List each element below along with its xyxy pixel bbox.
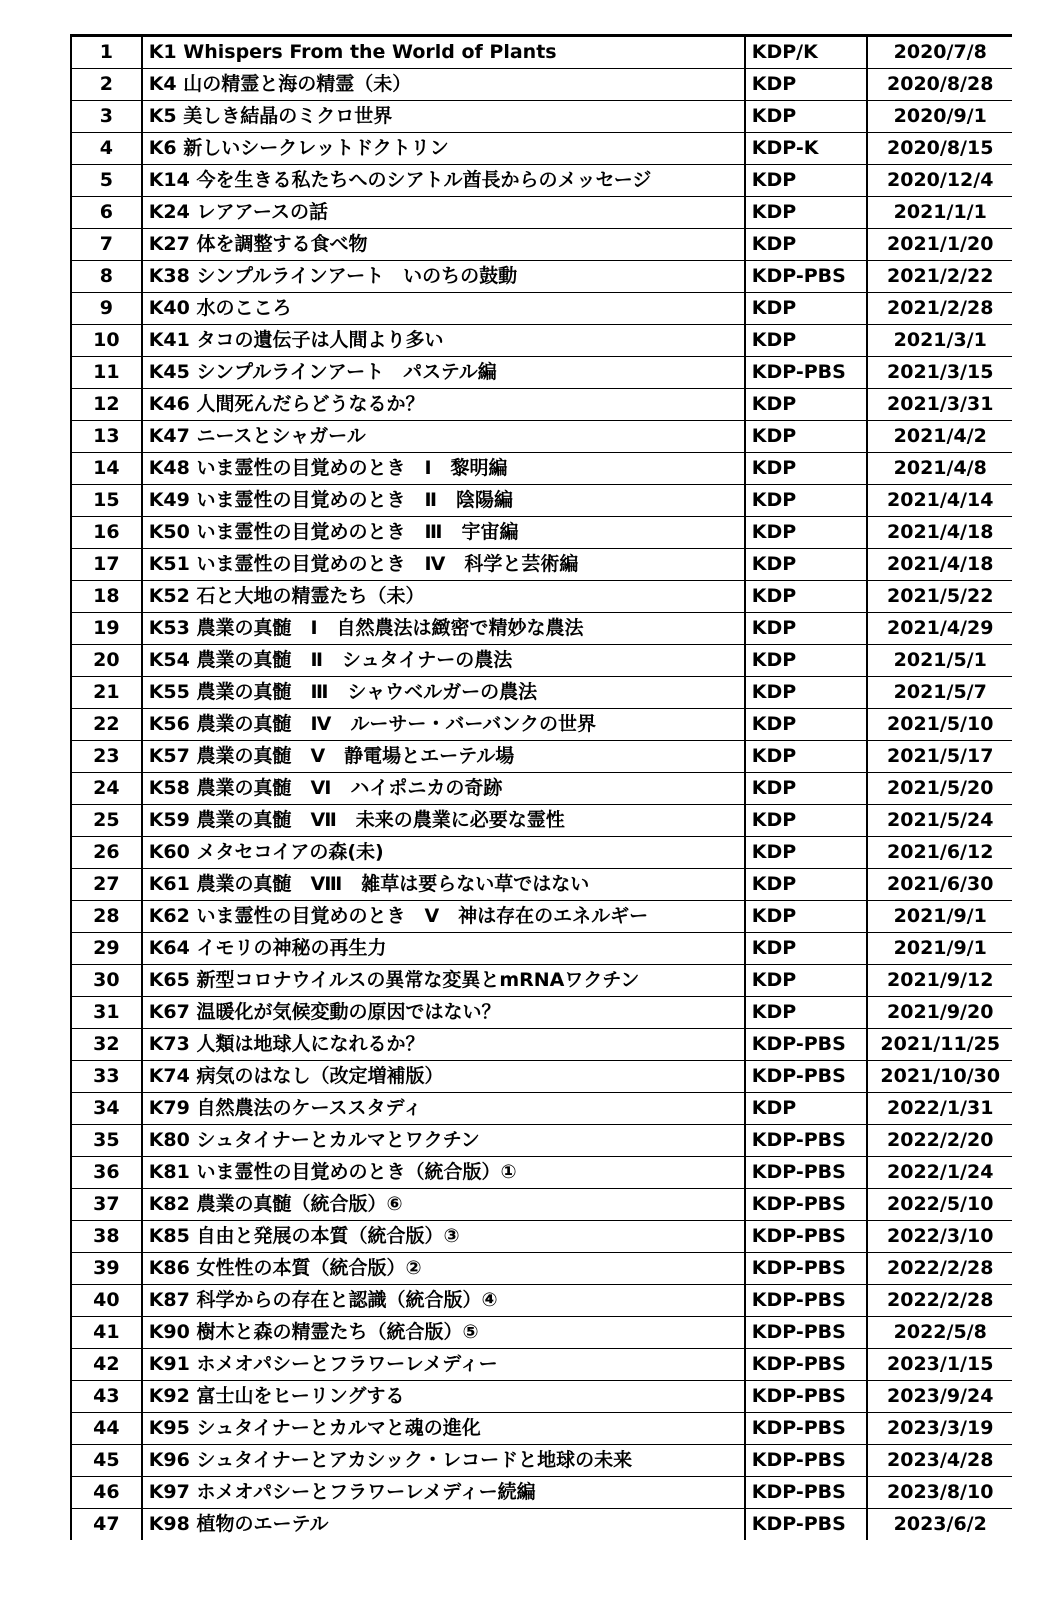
table-row [71, 1509, 1012, 1541]
publisher-cell: KDP [745, 965, 868, 997]
row-number-cell: 28 [71, 901, 142, 933]
row-number-cell: 44 [71, 1413, 142, 1445]
row-number-cell: 9 [71, 293, 142, 325]
table-row [71, 1061, 1012, 1093]
date-cell: 2021/5/24 [867, 805, 1012, 837]
table-row [71, 421, 1012, 453]
date-cell: 2021/5/17 [867, 741, 1012, 773]
table-row [71, 901, 1012, 933]
date-cell: 2021/3/1 [867, 325, 1012, 357]
date-cell: 2022/3/10 [867, 1221, 1012, 1253]
publisher-cell: KDP [745, 485, 868, 517]
book-title-cell: K40 水のこころ [142, 293, 745, 325]
row-number-cell: 46 [71, 1477, 142, 1509]
book-title-cell: K27 体を調整する食べ物 [142, 229, 745, 261]
book-title-cell: K55 農業の真髄 Ⅲ シャウベルガーの農法 [142, 677, 745, 709]
table-row [71, 645, 1012, 677]
row-number-cell: 6 [71, 197, 142, 229]
book-title-cell: K41 タコの遺伝子は人間より多い [142, 325, 745, 357]
publisher-cell: KDP [745, 517, 868, 549]
row-number-cell: 32 [71, 1029, 142, 1061]
row-number-cell: 40 [71, 1285, 142, 1317]
row-number-cell: 3 [71, 101, 142, 133]
table-row [71, 36, 1012, 69]
row-number-cell: 19 [71, 613, 142, 645]
book-title-cell: K62 いま霊性の目覚めのとき Ⅴ 神は存在のエネルギー [142, 901, 745, 933]
book-title-cell: K14 今を生きる私たちへのシアトル酋長からのメッセージ [142, 165, 745, 197]
book-title-cell: K57 農業の真髄 Ⅴ 静電場とエーテル場 [142, 741, 745, 773]
table-row [71, 1253, 1012, 1285]
publisher-cell: KDP-PBS [745, 1317, 868, 1349]
row-number-cell: 41 [71, 1317, 142, 1349]
book-title-cell: K73 人類は地球人になれるか？ [142, 1029, 745, 1061]
table-row [71, 965, 1012, 997]
row-number-cell: 31 [71, 997, 142, 1029]
table-body [71, 36, 1012, 1541]
book-title-cell: K87 科学からの存在と認識（統合版）④ [142, 1285, 745, 1317]
table-row [71, 773, 1012, 805]
book-title-cell: K96 シュタイナーとアカシック・レコードと地球の未来 [142, 1445, 745, 1477]
date-cell: 2020/9/1 [867, 101, 1012, 133]
book-title-cell: K6 新しいシークレットドクトリン [142, 133, 745, 165]
table-row [71, 325, 1012, 357]
table-row [71, 1093, 1012, 1125]
row-number-cell: 30 [71, 965, 142, 997]
publisher-cell: KDP [745, 101, 868, 133]
date-cell: 2021/1/1 [867, 197, 1012, 229]
date-cell: 2021/9/20 [867, 997, 1012, 1029]
book-title-cell: K67 温暖化が気候変動の原因ではない？ [142, 997, 745, 1029]
row-number-cell: 43 [71, 1381, 142, 1413]
row-number-cell: 38 [71, 1221, 142, 1253]
book-title-cell: K49 いま霊性の目覚めのとき Ⅱ 陰陽編 [142, 485, 745, 517]
row-number-cell: 1 [71, 36, 142, 69]
table-row [71, 581, 1012, 613]
publisher-cell: KDP-PBS [745, 261, 868, 293]
book-title-cell: K51 いま霊性の目覚めのとき Ⅳ 科学と芸術編 [142, 549, 745, 581]
date-cell: 2020/8/15 [867, 133, 1012, 165]
date-cell: 2021/6/30 [867, 869, 1012, 901]
row-number-cell: 42 [71, 1349, 142, 1381]
table-row [71, 69, 1012, 101]
date-cell: 2023/9/24 [867, 1381, 1012, 1413]
row-number-cell: 12 [71, 389, 142, 421]
row-number-cell: 22 [71, 709, 142, 741]
book-title-cell: K74 病気のはなし（改定増補版） [142, 1061, 745, 1093]
book-title-cell: K90 樹木と森の精霊たち（統合版）⑤ [142, 1317, 745, 1349]
date-cell: 2022/2/28 [867, 1285, 1012, 1317]
date-cell: 2021/6/12 [867, 837, 1012, 869]
row-number-cell: 20 [71, 645, 142, 677]
table-row [71, 1445, 1012, 1477]
table-row [71, 389, 1012, 421]
book-title-cell: K60 メタセコイアの森(未) [142, 837, 745, 869]
publisher-cell: KDP-PBS [745, 357, 868, 389]
table-row [71, 1317, 1012, 1349]
table-row [71, 1125, 1012, 1157]
publisher-cell: KDP [745, 741, 868, 773]
publisher-cell: KDP [745, 421, 868, 453]
row-number-cell: 35 [71, 1125, 142, 1157]
book-title-cell: K46 人間死んだらどうなるか？ [142, 389, 745, 421]
publisher-cell: KDP [745, 453, 868, 485]
publisher-cell: KDP-PBS [745, 1381, 868, 1413]
book-title-cell: K56 農業の真髄 Ⅳ ルーサー・バーバンクの世界 [142, 709, 745, 741]
date-cell: 2022/5/10 [867, 1189, 1012, 1221]
row-number-cell: 24 [71, 773, 142, 805]
publisher-cell: KDP-PBS [745, 1125, 868, 1157]
date-cell: 2021/2/28 [867, 293, 1012, 325]
date-cell: 2021/4/2 [867, 421, 1012, 453]
row-number-cell: 4 [71, 133, 142, 165]
date-cell: 2023/1/15 [867, 1349, 1012, 1381]
date-cell: 2021/2/22 [867, 261, 1012, 293]
table-row [71, 549, 1012, 581]
publisher-cell: KDP [745, 69, 868, 101]
publisher-cell: KDP-PBS [745, 1253, 868, 1285]
date-cell: 2021/5/20 [867, 773, 1012, 805]
row-number-cell: 23 [71, 741, 142, 773]
row-number-cell: 21 [71, 677, 142, 709]
date-cell: 2022/5/8 [867, 1317, 1012, 1349]
row-number-cell: 10 [71, 325, 142, 357]
date-cell: 2022/2/28 [867, 1253, 1012, 1285]
date-cell: 2021/11/25 [867, 1029, 1012, 1061]
date-cell: 2020/8/28 [867, 69, 1012, 101]
date-cell: 2022/1/24 [867, 1157, 1012, 1189]
publisher-cell: KDP [745, 165, 868, 197]
row-number-cell: 14 [71, 453, 142, 485]
row-number-cell: 39 [71, 1253, 142, 1285]
table-row [71, 709, 1012, 741]
date-cell: 2021/5/10 [867, 709, 1012, 741]
row-number-cell: 33 [71, 1061, 142, 1093]
book-title-cell: K58 農業の真髄 Ⅵ ハイポニカの奇跡 [142, 773, 745, 805]
publisher-cell: KDP-PBS [745, 1029, 868, 1061]
date-cell: 2021/10/30 [867, 1061, 1012, 1093]
row-number-cell: 47 [71, 1509, 142, 1541]
book-title-cell: K95 シュタイナーとカルマと魂の進化 [142, 1413, 745, 1445]
date-cell: 2021/5/22 [867, 581, 1012, 613]
publisher-cell: KDP [745, 1093, 868, 1125]
publisher-cell: KDP/K [745, 36, 868, 69]
table-row [71, 165, 1012, 197]
book-list-table [70, 34, 1012, 1540]
row-number-cell: 18 [71, 581, 142, 613]
publisher-cell: KDP [745, 613, 868, 645]
book-title-cell: K50 いま霊性の目覚めのとき Ⅲ 宇宙編 [142, 517, 745, 549]
date-cell: 2021/4/18 [867, 549, 1012, 581]
book-title-cell: K1 Whispers From the World of Plants [142, 36, 745, 69]
row-number-cell: 8 [71, 261, 142, 293]
date-cell: 2022/1/31 [867, 1093, 1012, 1125]
publisher-cell: KDP-PBS [745, 1189, 868, 1221]
book-title-cell: K79 自然農法のケーススタディ [142, 1093, 745, 1125]
publisher-cell: KDP [745, 933, 868, 965]
row-number-cell: 5 [71, 165, 142, 197]
row-number-cell: 26 [71, 837, 142, 869]
date-cell: 2021/4/29 [867, 613, 1012, 645]
book-title-cell: K91 ホメオパシーとフラワーレメディー [142, 1349, 745, 1381]
table-row [71, 1477, 1012, 1509]
table-row [71, 517, 1012, 549]
table-row [71, 1349, 1012, 1381]
publisher-cell: KDP-PBS [745, 1413, 868, 1445]
book-title-cell: K61 農業の真髄 Ⅷ 雑草は要らない草ではない [142, 869, 745, 901]
row-number-cell: 27 [71, 869, 142, 901]
publisher-cell: KDP-PBS [745, 1349, 868, 1381]
book-title-cell: K4 山の精霊と海の精霊（未） [142, 69, 745, 101]
publisher-cell: KDP [745, 997, 868, 1029]
publisher-cell: KDP [745, 805, 868, 837]
table-row [71, 1189, 1012, 1221]
book-title-cell: K54 農業の真髄 Ⅱ シュタイナーの農法 [142, 645, 745, 677]
date-cell: 2022/2/20 [867, 1125, 1012, 1157]
date-cell: 2023/6/2 [893, 1513, 987, 1535]
row-number-cell: 36 [71, 1157, 142, 1189]
date-cell: 2021/1/20 [867, 229, 1012, 261]
publisher-cell: KDP-PBS [745, 1157, 868, 1189]
date-cell: 2021/4/18 [867, 517, 1012, 549]
book-title-cell: K52 石と大地の精霊たち（未） [142, 581, 745, 613]
publisher-cell: KDP [745, 709, 868, 741]
publisher-cell: KDP [745, 293, 868, 325]
row-number-cell: 29 [71, 933, 142, 965]
book-title-cell: K59 農業の真髄 Ⅶ 未来の農業に必要な霊性 [142, 805, 745, 837]
book-title-cell: K86 女性性の本質（統合版）② [142, 1253, 745, 1285]
table-row [71, 933, 1012, 965]
publisher-cell: KDP [745, 581, 868, 613]
book-title-cell: K98 植物のエーテル [142, 1509, 745, 1541]
date-cell: 2021/9/1 [867, 933, 1012, 965]
table-row [71, 869, 1012, 901]
row-number-cell: 17 [71, 549, 142, 581]
date-cell: 2021/3/31 [867, 389, 1012, 421]
table-row [71, 261, 1012, 293]
date-cell: 2021/4/14 [867, 485, 1012, 517]
book-title-cell: K85 自由と発展の本質（統合版）③ [142, 1221, 745, 1253]
book-title-cell: K45 シンプルラインアート パステル編 [142, 357, 745, 389]
publisher-cell: KDP-K [745, 133, 868, 165]
row-number-cell: 16 [71, 517, 142, 549]
publisher-cell: KDP-PBS [745, 1285, 868, 1317]
table-row [71, 805, 1012, 837]
publisher-cell: KDP [745, 229, 868, 261]
table-row [71, 1285, 1012, 1317]
row-number-cell: 34 [71, 1093, 142, 1125]
publisher-cell: KDP [745, 645, 868, 677]
book-title-cell: K82 農業の真髄（統合版）⑥ [142, 1189, 745, 1221]
publisher-cell: KDP [745, 677, 868, 709]
publisher-cell: KDP [745, 549, 868, 581]
table-row [71, 741, 1012, 773]
row-number-cell: 15 [71, 485, 142, 517]
row-number-cell: 25 [71, 805, 142, 837]
publisher-cell: KDP-PBS [745, 1477, 868, 1509]
book-title-cell: K53 農業の真髄 Ⅰ 自然農法は緻密で精妙な農法 [142, 613, 745, 645]
table-row [71, 1029, 1012, 1061]
publisher-cell: KDP-PBS [745, 1445, 868, 1477]
book-title-cell: K38 シンプルラインアート いのちの鼓動 [142, 261, 745, 293]
table-row [71, 613, 1012, 645]
book-title-cell: K81 いま霊性の目覚めのとき（統合版）① [142, 1157, 745, 1189]
publisher-cell: KDP [745, 901, 868, 933]
publisher-cell: KDP-PBS [745, 1221, 868, 1253]
table-row [71, 997, 1012, 1029]
book-title-cell: K47 ニースとシャガール [142, 421, 745, 453]
date-cell: 2021/3/15 [867, 357, 1012, 389]
date-cell: 2023/4/28 [867, 1445, 1012, 1477]
table-row [71, 197, 1012, 229]
table-row [71, 357, 1012, 389]
book-title-cell: K5 美しき結晶のミクロ世界 [142, 101, 745, 133]
row-number-cell: 11 [71, 357, 142, 389]
publisher-cell: KDP [745, 197, 868, 229]
book-title-cell: K97 ホメオパシーとフラワーレメディー続編 [142, 1477, 745, 1509]
date-cell: 2021/5/1 [867, 645, 1012, 677]
publisher-cell: KDP [745, 869, 868, 901]
book-title-cell: K48 いま霊性の目覚めのとき Ⅰ 黎明編 [142, 453, 745, 485]
publisher-cell: KDP [745, 389, 868, 421]
table-row [71, 485, 1012, 517]
row-number-cell: 45 [71, 1445, 142, 1477]
book-title-cell: K80 シュタイナーとカルマとワクチン [142, 1125, 745, 1157]
table-row [71, 453, 1012, 485]
row-number-cell: 13 [71, 421, 142, 453]
date-cell: 2021/4/8 [867, 453, 1012, 485]
table-row [71, 1221, 1012, 1253]
table-row [71, 1381, 1012, 1413]
date-cell: 2020/7/8 [867, 36, 1012, 69]
table-row [71, 293, 1012, 325]
date-cell: 2021/5/7 [867, 677, 1012, 709]
publisher-cell: KDP [745, 837, 868, 869]
table-row [71, 133, 1012, 165]
date-cell: 2023/3/19 [867, 1413, 1012, 1445]
table-row [71, 1413, 1012, 1445]
table-row [71, 837, 1012, 869]
book-title-cell: K24 レアアースの話 [142, 197, 745, 229]
publisher-cell: KDP-PBS [745, 1061, 868, 1093]
table-row [71, 229, 1012, 261]
row-number-cell: 2 [71, 69, 142, 101]
book-title-cell: K65 新型コロナウイルスの異常な変異とmRNAワクチン [142, 965, 745, 997]
date-cell: 2020/12/4 [867, 165, 1012, 197]
book-title-cell: K92 富士山をヒーリングする [142, 1381, 745, 1413]
publisher-cell: KDP [745, 325, 868, 357]
table-row [71, 677, 1012, 709]
row-number-cell: 7 [71, 229, 142, 261]
publisher-cell: KDP [745, 773, 868, 805]
date-cell: 2021/9/12 [867, 965, 1012, 997]
table-row [71, 1157, 1012, 1189]
book-title-cell: K64 イモリの神秘の再生力 [142, 933, 745, 965]
date-cell: 2021/9/1 [867, 901, 1012, 933]
table-row [71, 101, 1012, 133]
date-cell: 2023/8/10 [867, 1477, 1012, 1509]
row-number-cell: 37 [71, 1189, 142, 1221]
publisher-cell: KDP-PBS [745, 1509, 868, 1541]
